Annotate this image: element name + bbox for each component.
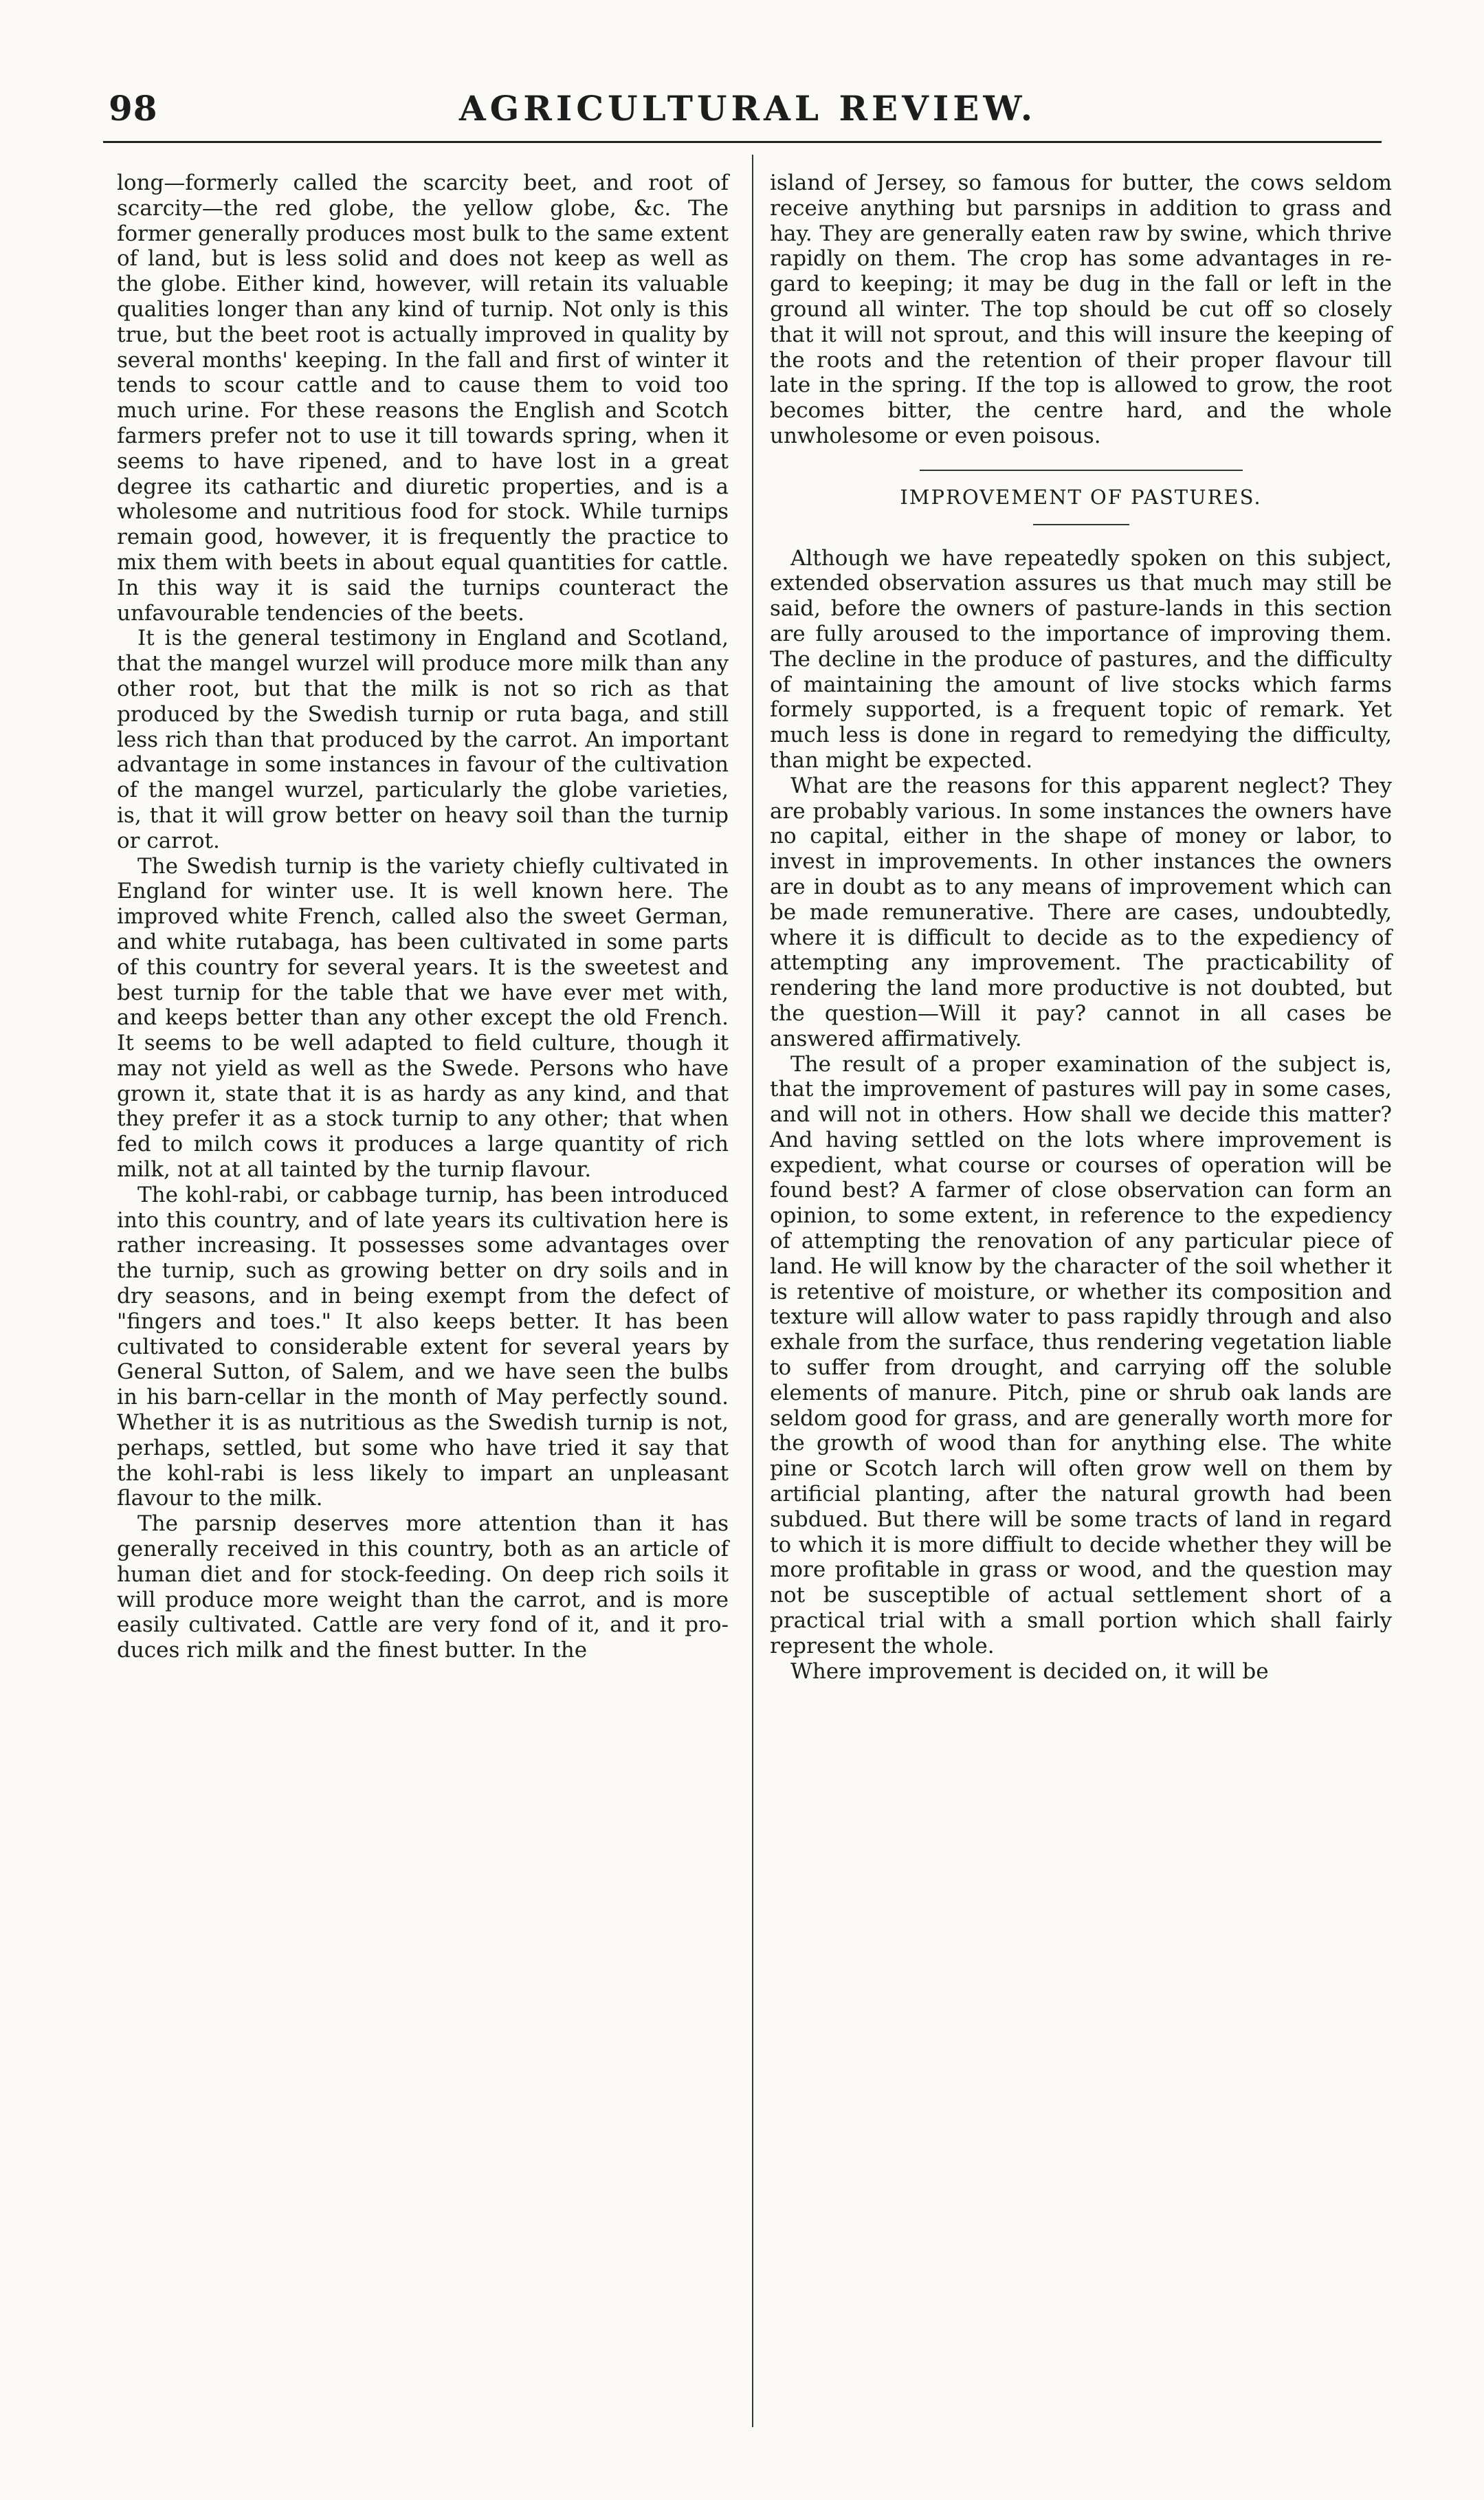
- paragraph: The parsnip deserves more attention than it has generally received in this country, both as an article of human diet and for stock-feeding. On deep rich soils it will produce more weight than the carrot, and is more easily cultivated. Cattle are very fond of it, and it produces rich milk and the finest butter. In the: [117, 1511, 729, 1663]
- paragraph: Although we have repeatedly spoken on this subject, extended observation assures us that much may still be said, before the owners of pasture-lands in this section are fully aroused to the importance of improving them. The decline in the produce of pastures, and the difficulty of maintaining the amount of live stocks which farms formely supported, is a frequent topic of remark. Yet much less is done in regard to remedying the difficulty, than might be expected.: [770, 545, 1392, 773]
- section-title: IMPROVEMENT OF PASTURES.: [900, 485, 1262, 509]
- section-title-underline: [1033, 524, 1129, 525]
- running-title: AGRICULTURAL REVIEW.: [458, 88, 1037, 129]
- paragraph: What are the reasons for this apparent neglect? They are probably various. In some instances the owners have no capital, either in the shape of money or labor, to invest in improvements. In other instances the owners are in doubt as to any means of improvement which can be made remunerative. There are cases, undoubtedly, where it is difficult to decide as to the expediency of attempting any improvement. The practicability of rendering the land more productive is not doubted, but the question—Will it pay? cannot in all cases be answered affirmatively.: [770, 773, 1392, 1051]
- right-column: [770, 171, 1392, 1684]
- page-number: 98: [109, 88, 158, 129]
- paragraph: island of Jersey, so famous for butter, the cows seldom receive anything but parsnips in addition to grass and hay. They are generally eaten raw by swine, which thrive rapidly on them. The crop has some advantages in regard to keeping; it may be dug in the fall or left in the ground all winter. The top should be cut off so closely that it will not sprout, and this will insure the keeping of the roots and the retention of their proper flavour till late in the spring. If the top is allowed to grow, the root becomes bitter, the centre hard, and the whole unwholesome or even poisous.: [770, 171, 1392, 448]
- left-column: [117, 171, 729, 1663]
- paragraph: The Swedish turnip is the variety chiefly cultivated in England for winter use. It is well known here. The improved white French, called also the sweet German, and white rutabaga, has been cultivated in some parts of this country for several years. It is the sweetest and best turnip for the table that we have ever met with, and keeps better than any other except the old French. It seems to be well adapted to field culture, though it may not yield as well as the Swede. Persons who have grown it, state that it is as hardy as any kind, and that they prefer it as a stock turnip to any other; that when fed to milch cows it produces a large quantity of rich milk, not at all tainted by the turnip flavour.: [117, 853, 729, 1183]
- section-rule: [920, 470, 1243, 471]
- paragraph: It is the general testimony in England and Scotland, that the mangel wurzel will produce more milk than any other root, but that the milk is not so rich as that produced by the Swedish turnip or ruta baga, and still less rich than that produced by the carrot. An important advantage in some instances in favour of the cultivation of the mangel wurzel, particularly the globe varieties, is, that it will grow better on heavy soil than the turnip or carrot.: [117, 626, 729, 853]
- paragraph: Where improvement is decided on, it will be: [790, 1658, 1269, 1684]
- column-divider: [752, 155, 753, 2427]
- paragraph: The kohl-rabi, or cabbage turnip, has been introduced into this country, and of late years its cultivation here is rather increasing. It possesses some advantages over the turnip, such as growing better on dry soils and in dry seasons, and in being exempt from the defect of "fingers and toes." It also keeps better. It has been cultivated to considerable extent for several years by General Sutton, of Salem, and we have seen the bulbs in his barn-cellar in the month of May perfectly sound. Whether it is as nutritious as the Swedish turnip is not, perhaps, settled, but some who have tried it say that the kohl-rabi is less likely to impart an unpleasant flavour to the milk.: [117, 1182, 729, 1511]
- header-rule: [103, 141, 1382, 143]
- paragraph: long—formerly called the scarcity beet, and root of scarcity—the red globe, the yellow globe, &c. The former generally produces most bulk to the same extent of land, but is less solid and does not keep as well as the globe. Either kind, however, will retain its valuable qualities longer than any kind of turnip. Not only is this true, but the beet root is actually improved in quality by several months' keeping. In the fall and first of winter it tends to scour cattle and to cause them to void too much urine. For these reasons the English and Scotch farmers prefer not to use it till towards spring, when it seems to have ripened, and to have lost in a great degree its cathartic and diuretic properties, and is a wholesome and nutritious food for stock. While turnips remain good, however, it is frequently the practice to mix them with beets in about equal quantities for cattle. In this way it is said the turnips counteract the unfavourable tendencies of the beets.: [117, 171, 729, 626]
- paragraph: The result of a proper examination of the subject is, that the improvement of pastures will pay in some cases, and will not in others. How shall we decide this matter? And having settled on the lots where improvement is expedient, what course or courses of operation will be found best? A farmer of close observation can form an opinion, to some extent, in reference to the expediency of attempting the renovation of any particular piece of land. He will know by the character of the soil whether it is retentive of moisture, or whether its composition and texture will allow water to pass rapidly through and also exhale from the surface, thus rendering vegetation liable to suffer from drought, and carrying off the soluble elements of manure. Pitch, pine or shrub oak lands are seldom good for grass, and are generally worth more for the growth of wood than for anything else. The white pine or Scotch larch will often grow well on them by artificial planting, after the natural growth had been subdued. But there will be some tracts of land in regard to which it is more diffiult to decide whether they will be more profitable in grass or wood, and the question may not be susceptible of actual settlement short of a practical trial with a small portion which shall fairly represent the whole.: [770, 1051, 1392, 1658]
